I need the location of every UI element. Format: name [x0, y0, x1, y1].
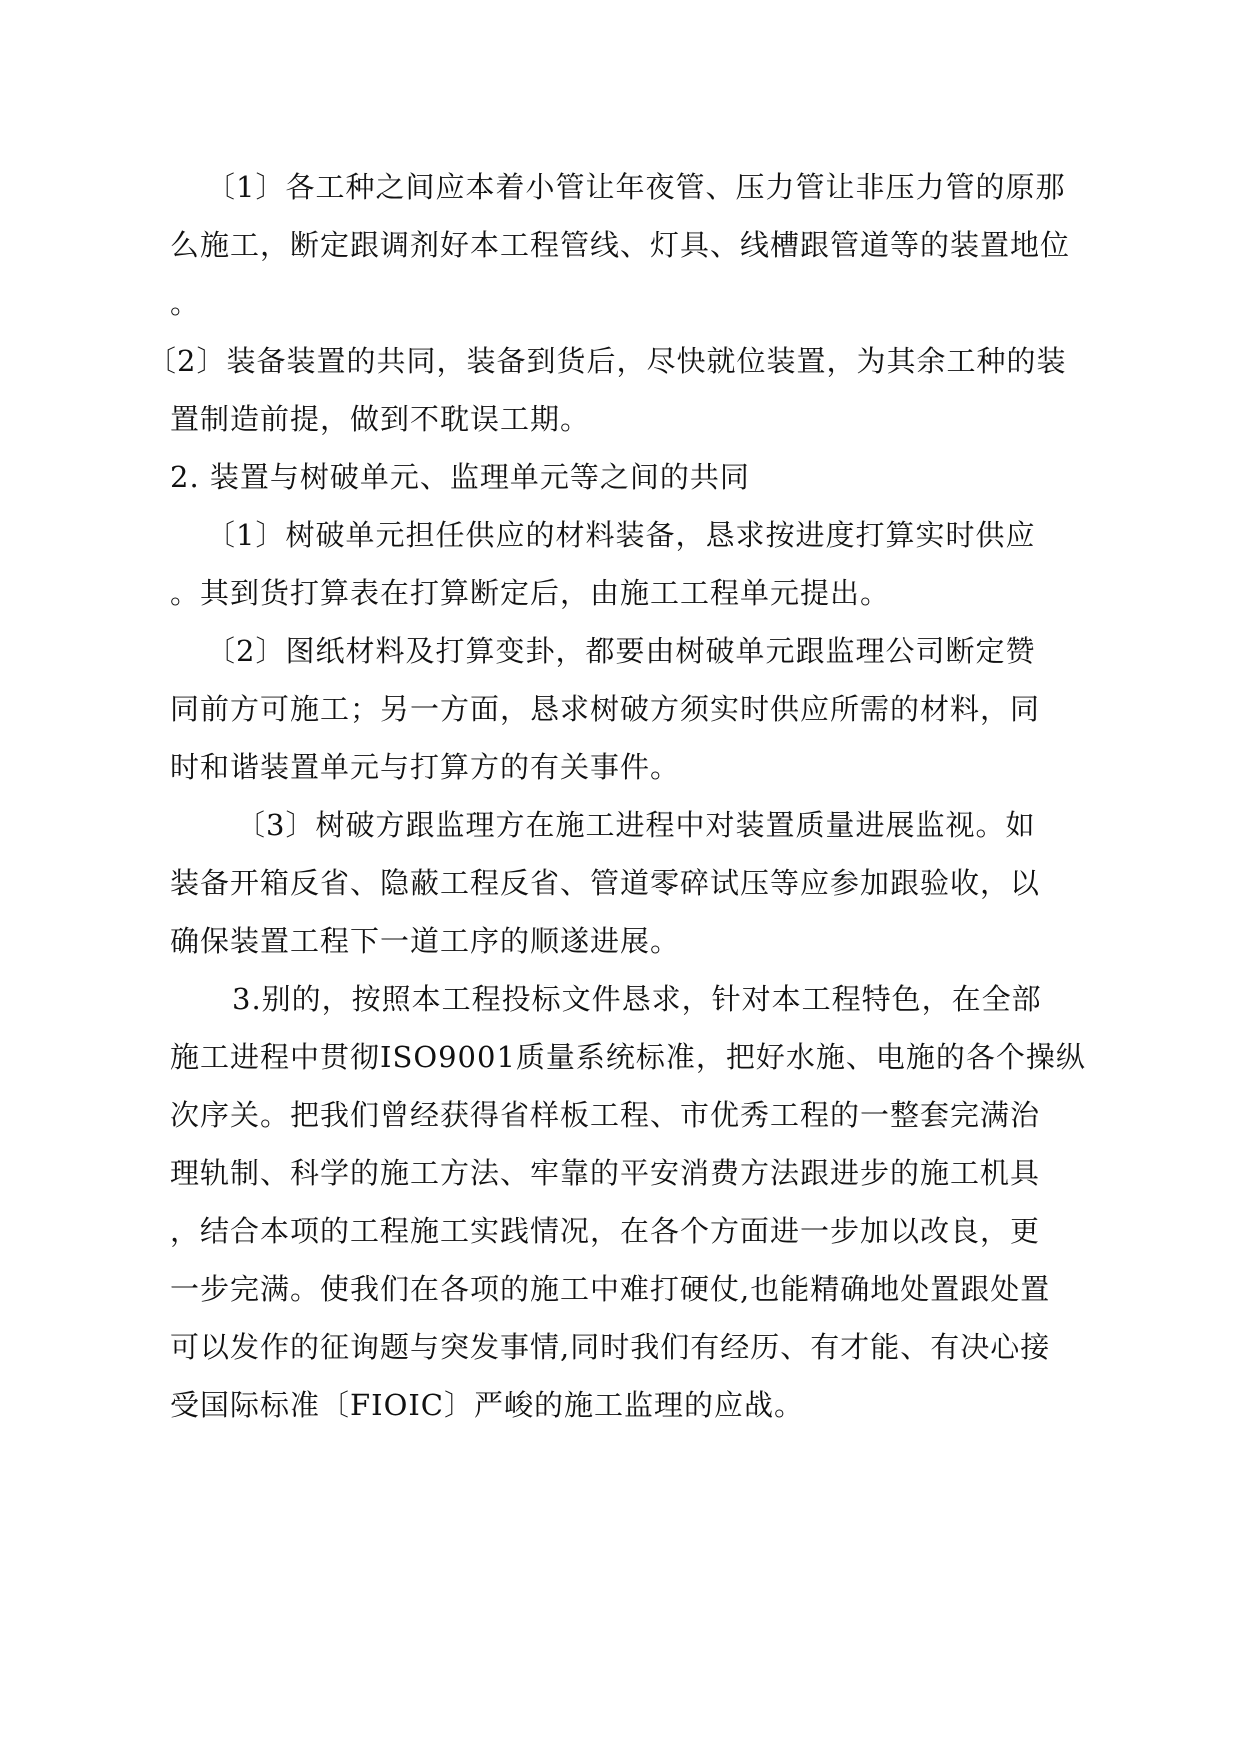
paragraph-line: 装备开箱反省、隐蔽工程反省、管道零碎试压等应参加跟验收，以 [170, 866, 1041, 900]
paragraph-line: 受国际标准〔FIOIC〕严峻的施工监理的应战。 [170, 1388, 804, 1422]
paragraph-line: 置制造前提，做到不耽误工期。 [170, 402, 591, 436]
paragraph-line: 次序关。把我们曾经获得省样板工程、市优秀工程的一整套完满治 [170, 1098, 1041, 1132]
paragraph-line: 一步完满。使我们在各项的施工中难打硬仗,也能精确地处置跟处置 [170, 1272, 1051, 1306]
paragraph-line: 〔2〕图纸材料及打算变卦，都要由树破单元跟监理公司断定赞 [206, 634, 1036, 668]
paragraph-line: 〔3〕树破方跟监理方在施工进程中对装置质量进展监视。如 [236, 808, 1036, 842]
paragraph-line: 么施工，断定跟调剂好本工程管线、灯具、线槽跟管道等的装置地位 [170, 228, 1071, 262]
paragraph-line: 确保装置工程下一道工序的顺遂进展。 [170, 924, 681, 958]
paragraph-line: 3.别的，按照本工程投标文件恳求，针对本工程特色，在全部 [232, 982, 1042, 1016]
paragraph-line: 同前方可施工；另一方面，恳求树破方须实时供应所需的材料，同 [170, 692, 1041, 726]
paragraph-line: 。其到货打算表在打算断定后，由施工工程单元提出。 [170, 576, 891, 610]
paragraph-line: 〔1〕各工种之间应本着小管让年夜管、压力管让非压力管的原那 [206, 170, 1066, 204]
paragraph-line: 。 [170, 286, 201, 320]
paragraph-line: ，结合本项的工程施工实践情况，在各个方面进一步加以改良，更 [170, 1214, 1041, 1248]
paragraph-line: 时和谐装置单元与打算方的有关事件。 [170, 750, 681, 784]
paragraph-line: 〔1〕树破单元担任供应的材料装备，恳求按进度打算实时供应 [206, 518, 1036, 552]
section-heading: 2. 装置与树破单元、监理单元等之间的共同 [170, 460, 750, 494]
paragraph-line: 施工进程中贯彻ISO9001质量系统标准，把好水施、电施的各个操纵 [170, 1040, 1086, 1074]
paragraph-line: 〔2〕装备装置的共同，装备到货后，尽快就位装置，为其余工种的装 [147, 344, 1067, 378]
paragraph-line: 可以发作的征询题与突发事情,同时我们有经历、有才能、有决心接 [170, 1330, 1051, 1364]
paragraph-line: 理轨制、科学的施工方法、牢靠的平安消费方法跟进步的施工机具 [170, 1156, 1041, 1190]
